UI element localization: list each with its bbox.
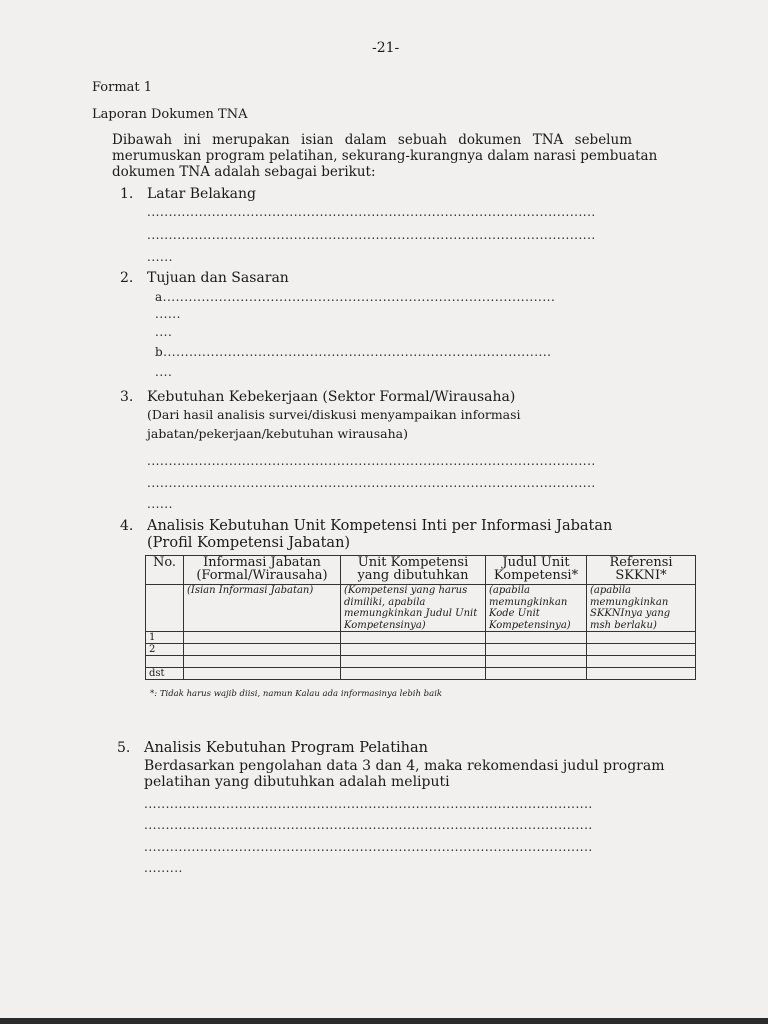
table-cell: [587, 644, 696, 656]
table-row: [146, 644, 696, 656]
table-row: [146, 668, 696, 680]
table-cell: [486, 644, 587, 656]
section3-number: 3.: [120, 389, 134, 405]
header-skkni-reference: Referensi SKKNI*: [587, 556, 696, 585]
row-number: [146, 656, 184, 668]
note-job-info: (Isian Informasi Jabatan): [184, 585, 341, 632]
note-competency-unit: (Kompetensi yang harus dimiliki, apabila memungkinkan Judul Unit Kompetensinya): [341, 585, 486, 632]
row-number: 2: [146, 644, 184, 656]
section2-number: 2.: [120, 270, 134, 286]
table-cell: [341, 644, 486, 656]
table-cell: [184, 632, 341, 644]
table-cell: [184, 668, 341, 680]
table-cell: [486, 632, 587, 644]
section5-fill-line-3: ........................................................................................................: [144, 840, 593, 854]
table-cell: [184, 644, 341, 656]
table-cell: [341, 656, 486, 668]
section5-number: 5.: [117, 740, 131, 756]
section5-fill-line-1: ........................................................................................................: [144, 797, 593, 811]
table-cell: [486, 668, 587, 680]
section3-fill-line-2: ........................................................................................................: [147, 476, 596, 490]
table-header-row: [146, 556, 696, 585]
format-label: Format 1: [92, 80, 153, 95]
section1-heading: Latar Belakang: [147, 186, 256, 202]
section2-item-a-cont-1: ......: [155, 307, 181, 321]
header-unit-title: Judul Unit Kompetensi*: [486, 556, 587, 585]
table-cell: [486, 656, 587, 668]
table-cell: [341, 668, 486, 680]
section3-fill-line-3: ......: [147, 497, 173, 511]
section1-number: 1.: [120, 186, 134, 202]
scan-edge: [0, 1018, 768, 1024]
table-cell: [184, 656, 341, 668]
table-row: [146, 656, 696, 668]
row-number: dst: [146, 668, 184, 680]
section1-fill-line-3: ......: [147, 250, 173, 264]
note-unit-title: (apabila memungkinkan Kode Unit Kompetensinya): [486, 585, 587, 632]
table-cell: [587, 656, 696, 668]
section5-fill-line-4: .........: [144, 861, 183, 875]
section3-fill-line-1: ........................................................................................................: [147, 454, 596, 468]
section5-text-line-1: Berdasarkan pengolahan data 3 dan 4, maka rekomendasi judul program: [144, 758, 665, 774]
note-skkni-reference: (apabila memungkinkan SKKNInya yang msh berlaku): [587, 585, 696, 632]
intro-line-1: Dibawah ini merupakan isian dalam sebuah dokumen TNA sebelum: [112, 132, 632, 148]
table-row: [146, 632, 696, 644]
page-number: -21-: [372, 40, 400, 56]
section5-fill-line-2: ........................................................................................................: [144, 818, 593, 832]
header-job-info: Informasi Jabatan (Formal/Wirausaha): [184, 556, 341, 585]
table-cell: [587, 668, 696, 680]
header-competency-unit: Unit Kompetensi yang dibutuhkan: [341, 556, 486, 585]
section5-heading: Analisis Kebutuhan Program Pelatihan: [144, 740, 428, 756]
table-footnote: *: Tidak harus wajib diisi, namun Kalau ada informasinya lebih baik: [150, 689, 443, 699]
section5-text-line-2: pelatihan yang dibutuhkan adalah meliputi: [144, 774, 450, 790]
intro-line-3: dokumen TNA adalah sebagai berikut:: [112, 164, 376, 180]
section1-fill-line-2: ........................................................................................................: [147, 228, 596, 242]
table-note-row: [146, 585, 696, 632]
section1-fill-line-1: ........................................................................................................: [147, 205, 596, 219]
section2-item-b: b..........................................................................................: [155, 345, 552, 359]
section4-heading-line-1: Analisis Kebutuhan Unit Kompetensi Inti per Informasi Jabatan: [147, 518, 613, 534]
intro-line-2: merumuskan program pelatihan, sekurang-kurangnya dalam narasi pembuatan: [112, 148, 658, 164]
section2-heading: Tujuan dan Sasaran: [147, 270, 289, 286]
competency-table: [145, 555, 696, 680]
section4-heading-line-2: (Profil Kompetensi Jabatan): [147, 535, 351, 551]
section3-note-line-1: (Dari hasil analisis survei/diskusi menyampaikan informasi: [147, 407, 521, 422]
section3-heading: Kebutuhan Kebekerjaan (Sektor Formal/Wirausaha): [147, 389, 516, 405]
section2-item-b-cont: ....: [155, 365, 173, 379]
section2-item-a-cont-2: ....: [155, 325, 173, 339]
table-cell: [341, 632, 486, 644]
section2-item-a: a...........................................................................................: [155, 290, 556, 304]
section3-note-line-2: jabatan/pekerjaan/kebutuhan wirausaha): [147, 426, 408, 441]
section4-number: 4.: [120, 518, 134, 534]
row-number: 1: [146, 632, 184, 644]
intro-paragraph: [112, 132, 658, 180]
report-title: Laporan Dokumen TNA: [92, 107, 248, 122]
table-cell: [587, 632, 696, 644]
header-no: No.: [146, 556, 184, 585]
note-no: [146, 585, 184, 632]
